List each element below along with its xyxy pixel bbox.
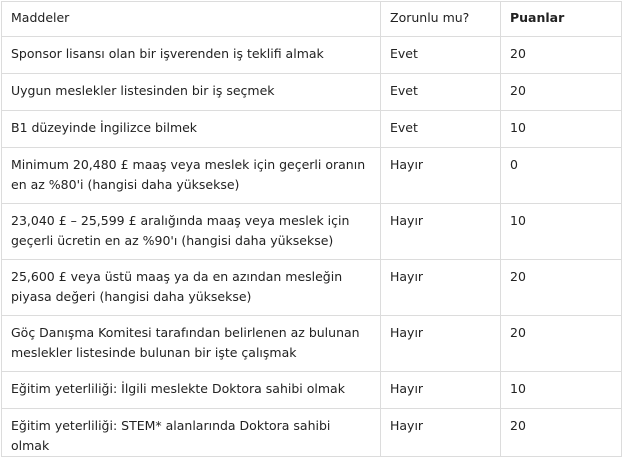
points-cell: 20 xyxy=(501,260,622,316)
required-cell: Hayır xyxy=(381,372,501,409)
points-table xyxy=(1,1,622,457)
points-cell: 10 xyxy=(501,372,622,409)
item-cell: Eğitim yeterliliği: İlgili meslekte Doktora sahibi olmak xyxy=(2,372,381,409)
required-cell: Hayır xyxy=(381,316,501,372)
table-row xyxy=(2,204,622,260)
points-cell: 10 xyxy=(501,111,622,148)
header-points: Puanlar xyxy=(501,2,622,37)
points-cell: 10 xyxy=(501,204,622,260)
points-cell: 20 xyxy=(501,37,622,74)
table-row xyxy=(2,372,622,409)
required-cell: Evet xyxy=(381,74,501,111)
table-row xyxy=(2,409,622,457)
item-cell: B1 düzeyinde İngilizce bilmek xyxy=(2,111,381,148)
required-cell: Evet xyxy=(381,37,501,74)
required-cell: Hayır xyxy=(381,148,501,204)
points-cell: 20 xyxy=(501,409,622,457)
required-cell: Hayır xyxy=(381,204,501,260)
table-row xyxy=(2,37,622,74)
required-cell: Evet xyxy=(381,111,501,148)
points-cell: 0 xyxy=(501,148,622,204)
item-cell: Eğitim yeterliliği: STEM* alanlarında Doktora sahibi olmak xyxy=(2,409,381,457)
item-cell: Minimum 20,480 £ maaş veya meslek için geçerli oranın en az %80'i (hangisi daha yüksekse) xyxy=(2,148,381,204)
item-cell: Sponsor lisansı olan bir işverenden iş teklifi almak xyxy=(2,37,381,74)
points-cell: 20 xyxy=(501,316,622,372)
header-required: Zorunlu mu? xyxy=(381,2,501,37)
table-row xyxy=(2,260,622,316)
points-cell: 20 xyxy=(501,74,622,111)
item-cell: 23,040 £ – 25,599 £ aralığında maaş veya meslek için geçerli ücretin en az %90'ı (hangisi daha yüksekse) xyxy=(2,204,381,260)
table-row xyxy=(2,111,622,148)
item-cell: Göç Danışma Komitesi tarafından belirlenen az bulunan meslekler listesinde bulunan bir işte çalışmak xyxy=(2,316,381,372)
table-row xyxy=(2,316,622,372)
table-row xyxy=(2,148,622,204)
header-items: Maddeler xyxy=(2,2,381,37)
required-cell: Hayır xyxy=(381,409,501,457)
table-header-row xyxy=(2,2,622,37)
required-cell: Hayır xyxy=(381,260,501,316)
table-row xyxy=(2,74,622,111)
item-cell: 25,600 £ veya üstü maaş ya da en azından mesleğin piyasa değeri (hangisi daha yüksekse) xyxy=(2,260,381,316)
item-cell: Uygun meslekler listesinden bir iş seçmek xyxy=(2,74,381,111)
